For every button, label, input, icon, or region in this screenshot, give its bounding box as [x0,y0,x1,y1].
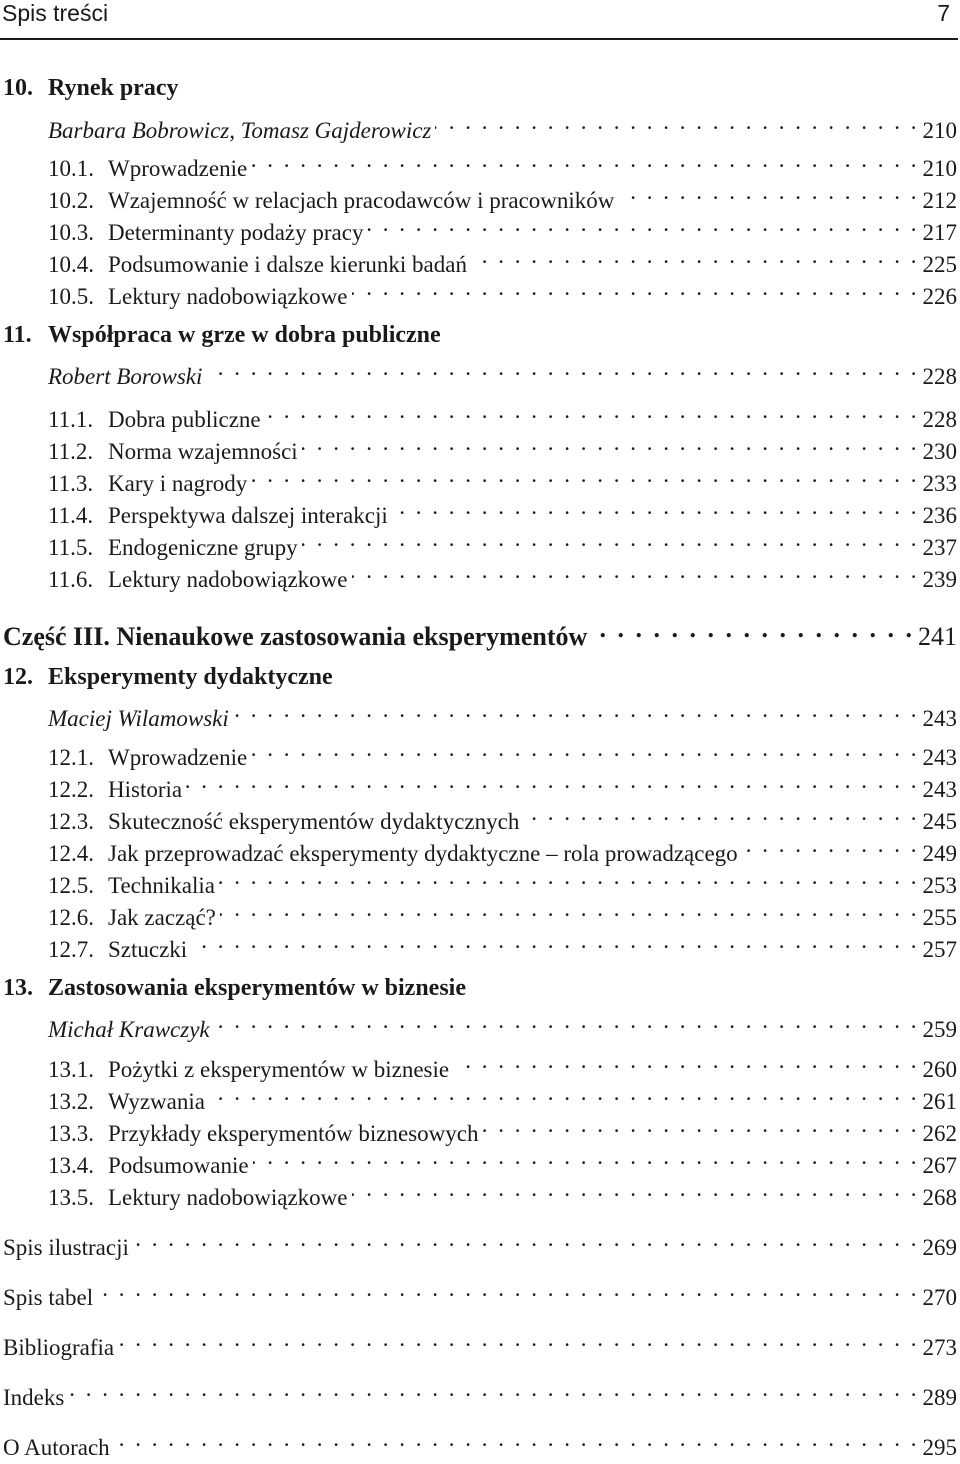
section-title: Lektury nadobowiązkowe [108,284,348,309]
section-number: 10.4. [48,252,94,277]
section-number: 10.1. [48,156,94,181]
section-title: Technikalia [108,873,215,898]
leader-dots [367,208,916,240]
chapter-heading[interactable] [3,661,333,693]
section-number: 12.1. [48,745,94,770]
chapter-author-entry[interactable] [48,694,957,735]
backmatter-entry[interactable] [3,1423,957,1464]
page-ref: 249 [922,841,957,866]
page-ref: 239 [922,567,957,592]
chapter-author: Robert Borowski [48,364,203,389]
backmatter-title: Spis ilustracji [3,1235,129,1260]
section-number: 12.5. [48,873,94,898]
leader-dots [352,1173,917,1205]
section-number: 12.4. [48,841,94,866]
page-ref: 243 [922,706,957,731]
section-title: Wprowadzenie [108,745,248,770]
toc-section[interactable] [48,1173,957,1214]
page-ref: 270 [922,1285,957,1310]
chapter-title: Rynek pracy [48,75,179,101]
page-ref: 210 [922,156,957,181]
leader-dots [233,694,917,726]
section-title: Historia [108,777,183,802]
page-ref: 295 [922,1435,957,1460]
section-number: 13.5. [48,1185,94,1210]
page-number: 7 [937,0,950,26]
chapter-author: Barbara Bobrowicz, Tomasz Gajderowicz [48,118,432,143]
section-number: 12.2. [48,777,94,802]
page-ref: 261 [922,1089,957,1114]
leader-dots [206,352,916,384]
toc-section[interactable] [48,925,957,966]
chapter-number: 12. [3,664,33,690]
leader-dots [523,797,916,829]
leader-dots [618,176,916,208]
page-ref: 289 [922,1385,957,1410]
page-ref: 230 [922,439,957,464]
toc-section[interactable] [48,555,957,596]
section-number: 13.4. [48,1153,94,1178]
leader-dots [118,1323,916,1355]
section-title: Przykłady eksperymentów biznesowych [108,1121,479,1146]
part-title: Część III. Nienaukowe zastosowania eksperymentów [3,622,588,651]
page-ref: 226 [922,284,957,309]
leader-dots [191,925,916,957]
page-ref: 217 [922,220,957,245]
chapter-number: 11. [3,322,32,348]
toc-section[interactable] [48,272,957,313]
section-number: 11.3. [48,471,94,496]
backmatter-entry[interactable] [3,1223,957,1264]
section-title: Wyzwania [108,1089,205,1114]
chapter-number: 13. [3,975,33,1001]
section-title: Podsumowanie i dalsze kierunki badań [108,252,467,277]
leader-dots [591,613,912,645]
page-ref: 259 [922,1017,957,1042]
page-ref: 228 [922,364,957,389]
section-number: 13.3. [48,1121,94,1146]
backmatter-entry[interactable] [3,1273,957,1314]
section-number: 11.5. [48,535,94,560]
leader-dots [219,861,917,893]
leader-dots [265,395,917,427]
chapter-author: Michał Krawczyk [48,1017,210,1042]
page-header [0,0,958,40]
leader-dots [482,1109,916,1141]
backmatter-entry[interactable] [3,1323,957,1364]
section-number: 11.6. [48,567,94,592]
page-ref: 269 [922,1235,957,1260]
section-title: Lektury nadobowiązkowe [108,1185,348,1210]
page-ref: 243 [922,745,957,770]
chapter-title: Eksperymenty dydaktyczne [48,664,333,690]
page-ref: 257 [922,937,957,962]
section-title: Lektury nadobowiązkowe [108,567,348,592]
page-ref: 260 [922,1057,957,1082]
section-number: 11.2. [48,439,94,464]
leader-dots [251,144,916,176]
running-title: Spis treści [2,0,109,26]
chapter-title: Współpraca w grze w dobra publiczne [48,322,441,348]
page-ref: 233 [922,471,957,496]
section-number: 12.6. [48,905,94,930]
chapter-author-entry[interactable] [48,106,957,147]
chapter-number: 10. [3,75,33,101]
leader-dots [186,765,916,797]
backmatter-entry[interactable] [3,1373,957,1414]
page-ref: 253 [922,873,957,898]
section-title: Dobra publiczne [108,407,261,432]
page-ref: 273 [922,1335,957,1360]
section-title: Podsumowanie [108,1153,249,1178]
leader-dots [742,829,917,861]
section-title: Jak przeprowadzać eksperymenty dydaktyczne – rola prowadzącego [108,841,738,866]
leader-dots [453,1045,916,1077]
section-number: 10.5. [48,284,94,309]
section-title: Sztuczki [108,937,188,962]
section-title: Wprowadzenie [108,156,248,181]
leader-dots [68,1373,916,1405]
section-title: Pożytki z eksperymentów w biznesie [108,1057,450,1082]
page-ref: 255 [922,905,957,930]
section-title: Norma wzajemności [108,439,298,464]
chapter-author-entry[interactable] [48,352,957,393]
chapter-heading[interactable] [3,319,441,351]
backmatter-title: O Autorach [3,1435,110,1460]
leader-dots [435,106,916,138]
leader-dots [471,240,917,272]
backmatter-title: Indeks [3,1385,65,1410]
section-title: Perspektywa dalszej interakcji [108,503,388,528]
page-ref: 267 [922,1153,957,1178]
section-title: Determinanty podaży pracy [108,220,364,245]
backmatter-title: Spis tabel [3,1285,94,1310]
leader-dots [251,459,916,491]
page-ref: 268 [922,1185,957,1210]
leader-dots [97,1273,916,1305]
chapter-author: Maciej Wilamowski [48,706,229,731]
page-ref: 228 [922,407,957,432]
section-number: 11.1. [48,407,94,432]
section-title: Endogeniczne grupy [108,535,298,560]
section-title: Skuteczność eksperymentów dydaktycznych [108,809,520,834]
page-ref: 241 [918,622,957,651]
section-title: Wzajemność w relacjach pracodawców i pracowników [108,188,615,213]
page-ref: 236 [922,503,957,528]
leader-dots [352,555,917,587]
page-ref: 212 [922,188,957,213]
section-number: 10.3. [48,220,94,245]
chapter-author-entry[interactable] [48,1005,957,1046]
backmatter-title: Bibliografia [3,1335,115,1360]
leader-dots [302,427,917,459]
chapter-heading[interactable] [3,72,179,104]
page-ref: 245 [922,809,957,834]
section-number: 13.2. [48,1089,94,1114]
leader-dots [220,893,917,925]
leader-dots [352,272,917,304]
section-title: Kary i nagrody [108,471,248,496]
leader-dots [114,1423,917,1455]
leader-dots [209,1077,917,1109]
section-number: 10.2. [48,188,94,213]
leader-dots [251,733,916,765]
section-number: 12.3. [48,809,94,834]
leader-dots [392,491,917,523]
section-number: 12.7. [48,937,94,962]
leader-dots [133,1223,917,1255]
chapter-title: Zastosowania eksperymentów w biznesie [48,975,466,1001]
section-number: 13.1. [48,1057,94,1082]
leader-dots [253,1141,917,1173]
page-ref: 210 [922,118,957,143]
part-heading[interactable] [3,613,957,653]
section-title: Jak zacząć? [108,905,216,930]
chapter-heading[interactable] [3,972,466,1004]
page-ref: 225 [922,252,957,277]
leader-dots [302,523,917,555]
leader-dots [214,1005,917,1037]
page-ref: 237 [922,535,957,560]
page-ref: 243 [922,777,957,802]
page-ref: 262 [922,1121,957,1146]
section-number: 11.4. [48,503,94,528]
